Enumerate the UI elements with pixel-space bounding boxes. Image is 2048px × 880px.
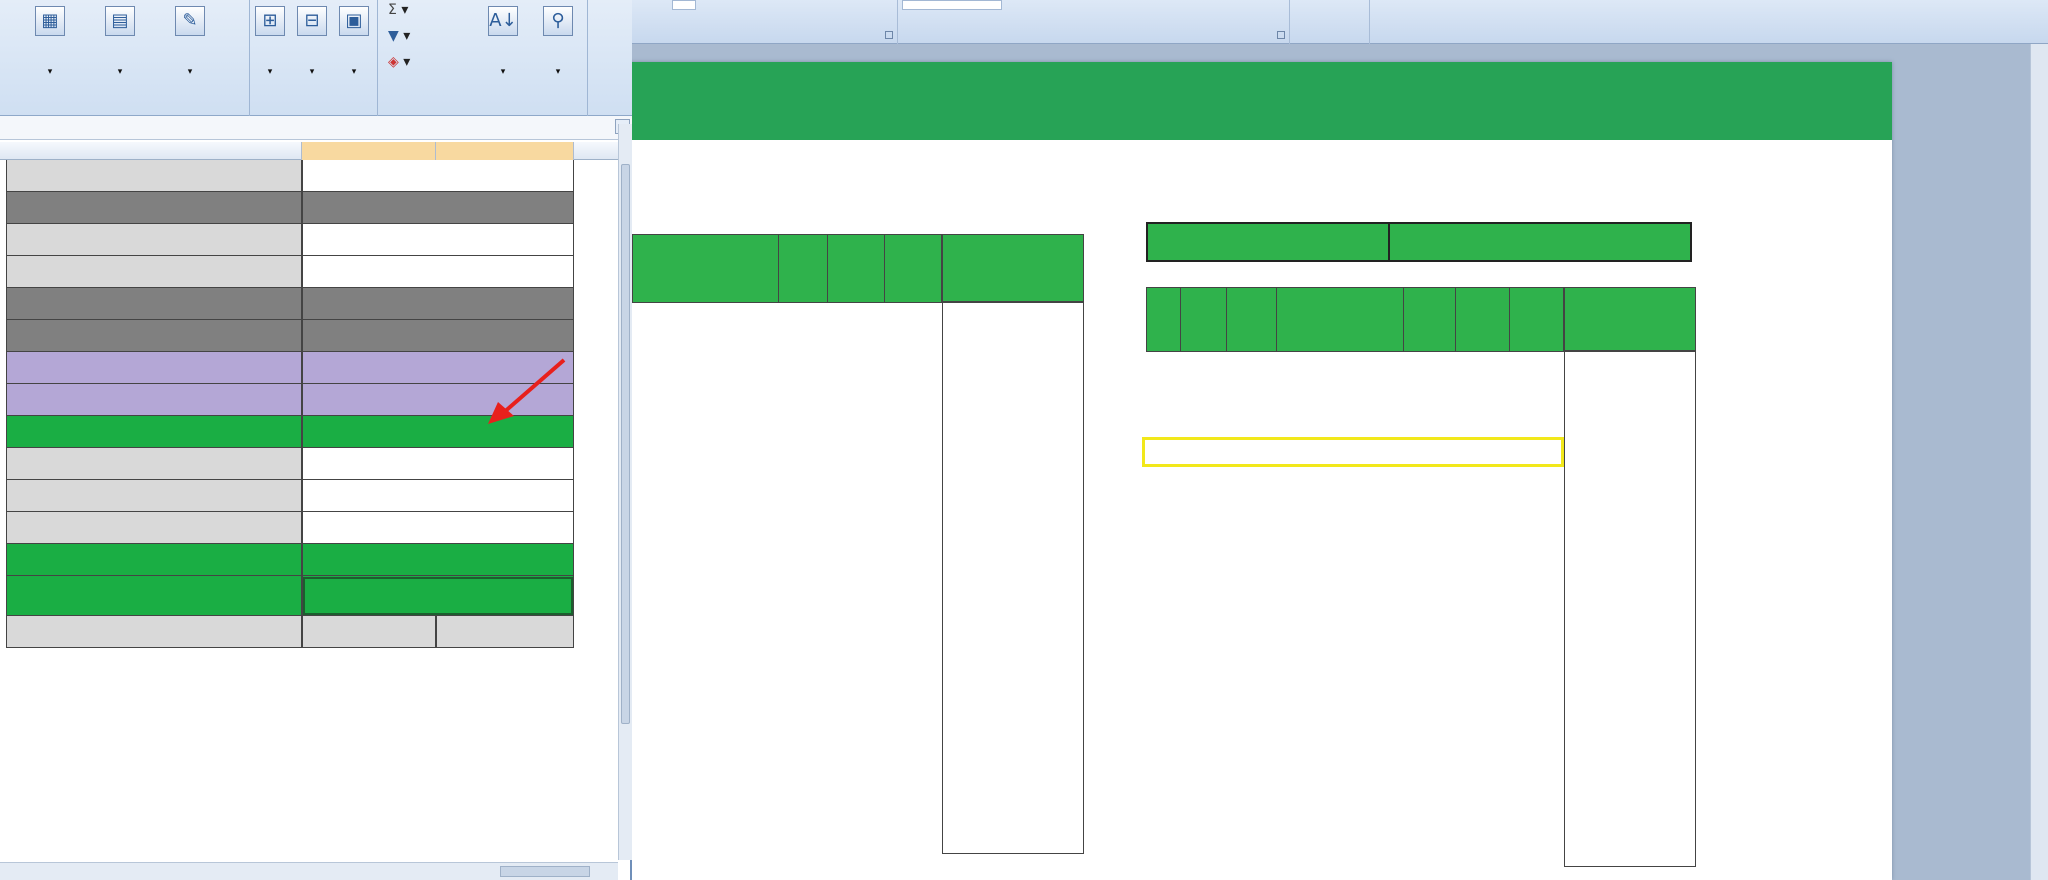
row-value-cell[interactable] [302,448,574,480]
header-cell [884,235,941,303]
table-format-icon: ▤ [105,6,135,36]
fill-button[interactable]: ▼ ▾ [388,28,411,44]
column-h-header[interactable] [302,142,436,160]
heading-band [620,62,1892,140]
cell-style-icon: ✎ [175,6,205,36]
clear-button[interactable]: ◈ ▾ [388,54,411,70]
autosum-button[interactable]: Σ ▾ [388,2,409,18]
conditional-format-button[interactable]: ▦ ▾ [14,6,86,82]
header-cell [1510,288,1564,352]
right-compensation-table [1146,287,1564,352]
table-format-button[interactable]: ▤ ▾ [84,6,156,82]
editing-group [378,0,588,116]
row-value-cell[interactable] [302,480,574,512]
grid-row [0,448,576,480]
grid-row [0,544,576,576]
cell-style-button[interactable]: ✎ ▾ [152,6,228,82]
row-label-cell[interactable] [6,160,302,192]
grid-row [0,256,576,288]
row-label-cell[interactable] [6,576,302,616]
column-header [0,142,620,160]
row-value-cell[interactable] [302,256,574,288]
row-label-cell[interactable] [6,352,302,384]
header-cell [633,235,779,303]
delete-cells-icon: ⊟ [297,6,327,36]
empty-cell[interactable] [6,192,302,224]
row-label-cell[interactable] [6,512,302,544]
scroll-thumb[interactable] [621,164,630,724]
row-value-cell[interactable] [302,224,574,256]
etch-copper-summary [1146,222,1692,262]
binoculars-icon: ⚲ [543,6,573,36]
etch-copper-label [1148,224,1390,260]
format-cells-icon: ▣ [339,6,369,36]
excel-vertical-scrollbar[interactable] [618,124,632,860]
header-cell [1147,288,1181,352]
row-label-cell[interactable] [6,256,302,288]
header-cell [1404,288,1456,352]
row-label-cell[interactable] [6,416,302,448]
empty-cell[interactable] [302,192,574,224]
format-button[interactable]: ▣ ▾ [334,6,374,82]
right-desc-header [1564,287,1696,351]
conditional-format-icon: ▦ [35,6,65,36]
word-ribbon [632,0,2048,44]
row-value-cell[interactable] [302,512,574,544]
press-header-cell[interactable] [302,616,436,648]
excel-horizontal-scrollbar[interactable] [0,862,618,880]
grid-row [0,320,576,352]
empty-cell[interactable] [6,288,302,320]
header-cell [1226,288,1276,352]
empty-cell[interactable] [6,320,302,352]
styles-group [0,0,250,116]
column-i-header[interactable] [436,142,574,160]
cells-group [250,0,378,116]
row-label-cell[interactable] [6,544,302,576]
grid-row [0,576,576,616]
press-header-cell[interactable] [6,616,302,648]
word-vertical-scrollbar[interactable] [2030,44,2048,880]
grid-row [0,512,576,544]
right-table-notes [1564,351,1696,867]
excel-ribbon [0,0,632,116]
row-value-cell[interactable] [302,544,574,576]
editing-group [1290,0,1370,44]
spreadsheet-grid [0,160,620,865]
row-label-cell[interactable] [6,448,302,480]
delete-button[interactable]: ⊟ ▾ [292,6,332,82]
press-fit-header-row [0,616,576,648]
grid-row [0,160,576,192]
formula-bar[interactable] [0,116,632,140]
row-29-highlight [1142,437,1564,467]
grid-row [0,288,576,320]
row-label-cell[interactable] [6,224,302,256]
grid-row [0,480,576,512]
row-value-cell[interactable] [302,160,574,192]
left-desc-header [942,234,1084,302]
header-cell [1180,288,1226,352]
empty-cell[interactable] [302,288,574,320]
red-arrow-annotation [480,354,570,426]
scroll-thumb[interactable] [500,866,590,877]
insert-button[interactable]: ⊞ ▾ [250,6,290,82]
column-g-header[interactable] [6,142,302,160]
drawing-launcher-icon[interactable] [1277,31,1285,39]
selected-value-cell[interactable] [302,576,574,616]
insert-cells-icon: ⊞ [255,6,285,36]
document-page [620,62,1892,880]
row-label-cell[interactable] [6,384,302,416]
header-cell [779,235,827,303]
sort-filter-icon: A↓ [488,6,518,36]
left-table-notes [942,302,1084,854]
header-cell [827,235,884,303]
paragraph-launcher-icon[interactable] [885,31,893,39]
empty-cell[interactable] [302,320,574,352]
header-cell [1276,288,1404,352]
left-compensation-table [632,234,942,303]
paragraph-group [632,0,898,44]
header-cell [1456,288,1510,352]
find-select-button[interactable]: ⚲ ▾ [532,6,584,82]
grid-row [0,224,576,256]
row-label-cell[interactable] [6,480,302,512]
etch-copper-value [1390,224,1690,260]
press-header-cell[interactable] [436,616,574,648]
grid-row [0,192,576,224]
sort-filter-button[interactable]: A↓ ▾ [478,6,528,82]
drawing-group [898,0,1290,44]
